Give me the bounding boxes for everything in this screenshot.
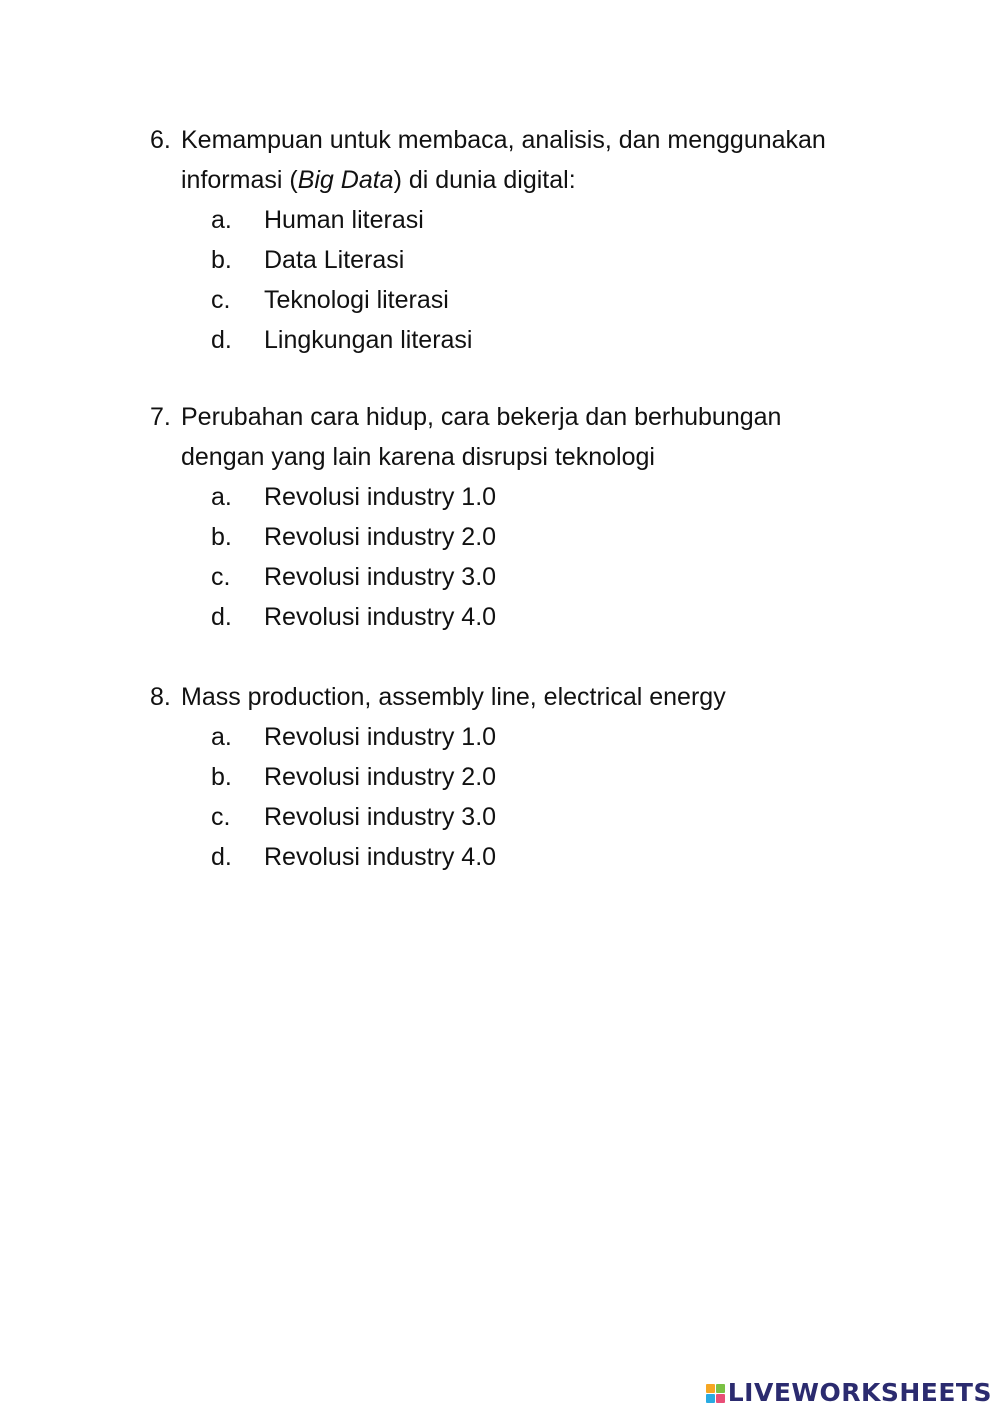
option-text: Lingkungan literasi: [264, 326, 473, 354]
option-a[interactable]: [150, 477, 870, 517]
logo-blocks-icon: [706, 1384, 725, 1403]
option-letter: c.: [211, 563, 231, 591]
option-text: Revolusi industry 4.0: [264, 843, 497, 871]
option-text: Revolusi industry 3.0: [264, 563, 497, 591]
option-text: Revolusi industry 2.0: [264, 523, 497, 551]
option-letter: d.: [211, 326, 232, 354]
logo-text: LIVEWORKSHEETS: [727, 1378, 992, 1407]
question-text: Mass production, assembly line, electrical energy: [181, 683, 726, 711]
option-text: Revolusi industry 1.0: [264, 723, 497, 751]
option-b[interactable]: [150, 517, 870, 557]
option-letter: c.: [211, 286, 231, 314]
option-text: Teknologi literasi: [264, 286, 449, 314]
logo-block-2: [716, 1384, 725, 1393]
question-number: 7.: [150, 403, 171, 431]
question-number: 8.: [150, 683, 171, 711]
option-letter: a.: [211, 483, 232, 511]
options-list: [150, 477, 870, 637]
options-list: [150, 200, 870, 360]
logo-block-3: [706, 1394, 715, 1403]
option-letter: d.: [211, 603, 232, 631]
question-7: [150, 397, 870, 637]
option-letter: b.: [211, 246, 232, 274]
option-letter: b.: [211, 763, 232, 791]
question-8: [150, 677, 870, 877]
option-b[interactable]: [150, 757, 870, 797]
option-text: Data Literasi: [264, 246, 405, 274]
question-6: [150, 120, 870, 360]
option-d[interactable]: [150, 597, 870, 637]
question-text: Perubahan cara hidup, cara bekerja dan berhubungan dengan yang lain karena disrupsi teknologi: [181, 403, 782, 471]
option-b[interactable]: [150, 240, 870, 280]
option-text: Revolusi industry 1.0: [264, 483, 497, 511]
option-text: Revolusi industry 3.0: [264, 803, 497, 831]
logo-block-4: [716, 1394, 725, 1403]
option-d[interactable]: [150, 320, 870, 360]
option-letter: d.: [211, 843, 232, 871]
option-letter: c.: [211, 803, 231, 831]
question-number: 6.: [150, 126, 171, 154]
option-letter: a.: [211, 206, 232, 234]
option-text: Revolusi industry 4.0: [264, 603, 497, 631]
big-data-term: Big Data: [297, 166, 394, 194]
option-a[interactable]: [150, 717, 870, 757]
option-c[interactable]: [150, 280, 870, 320]
option-letter: b.: [211, 523, 232, 551]
option-c[interactable]: [150, 557, 870, 597]
logo-block-1: [706, 1384, 715, 1393]
option-a[interactable]: [150, 200, 870, 240]
question-text: Kemampuan untuk membaca, analisis, dan menggunakan informasi (Big Data) di dunia digital:: [181, 126, 826, 194]
option-c[interactable]: [150, 797, 870, 837]
options-list: [150, 717, 870, 877]
liveworksheets-logo: [706, 1379, 992, 1407]
option-d[interactable]: [150, 837, 870, 877]
option-text: Human literasi: [264, 206, 424, 234]
option-text: Revolusi industry 2.0: [264, 763, 497, 791]
option-letter: a.: [211, 723, 232, 751]
